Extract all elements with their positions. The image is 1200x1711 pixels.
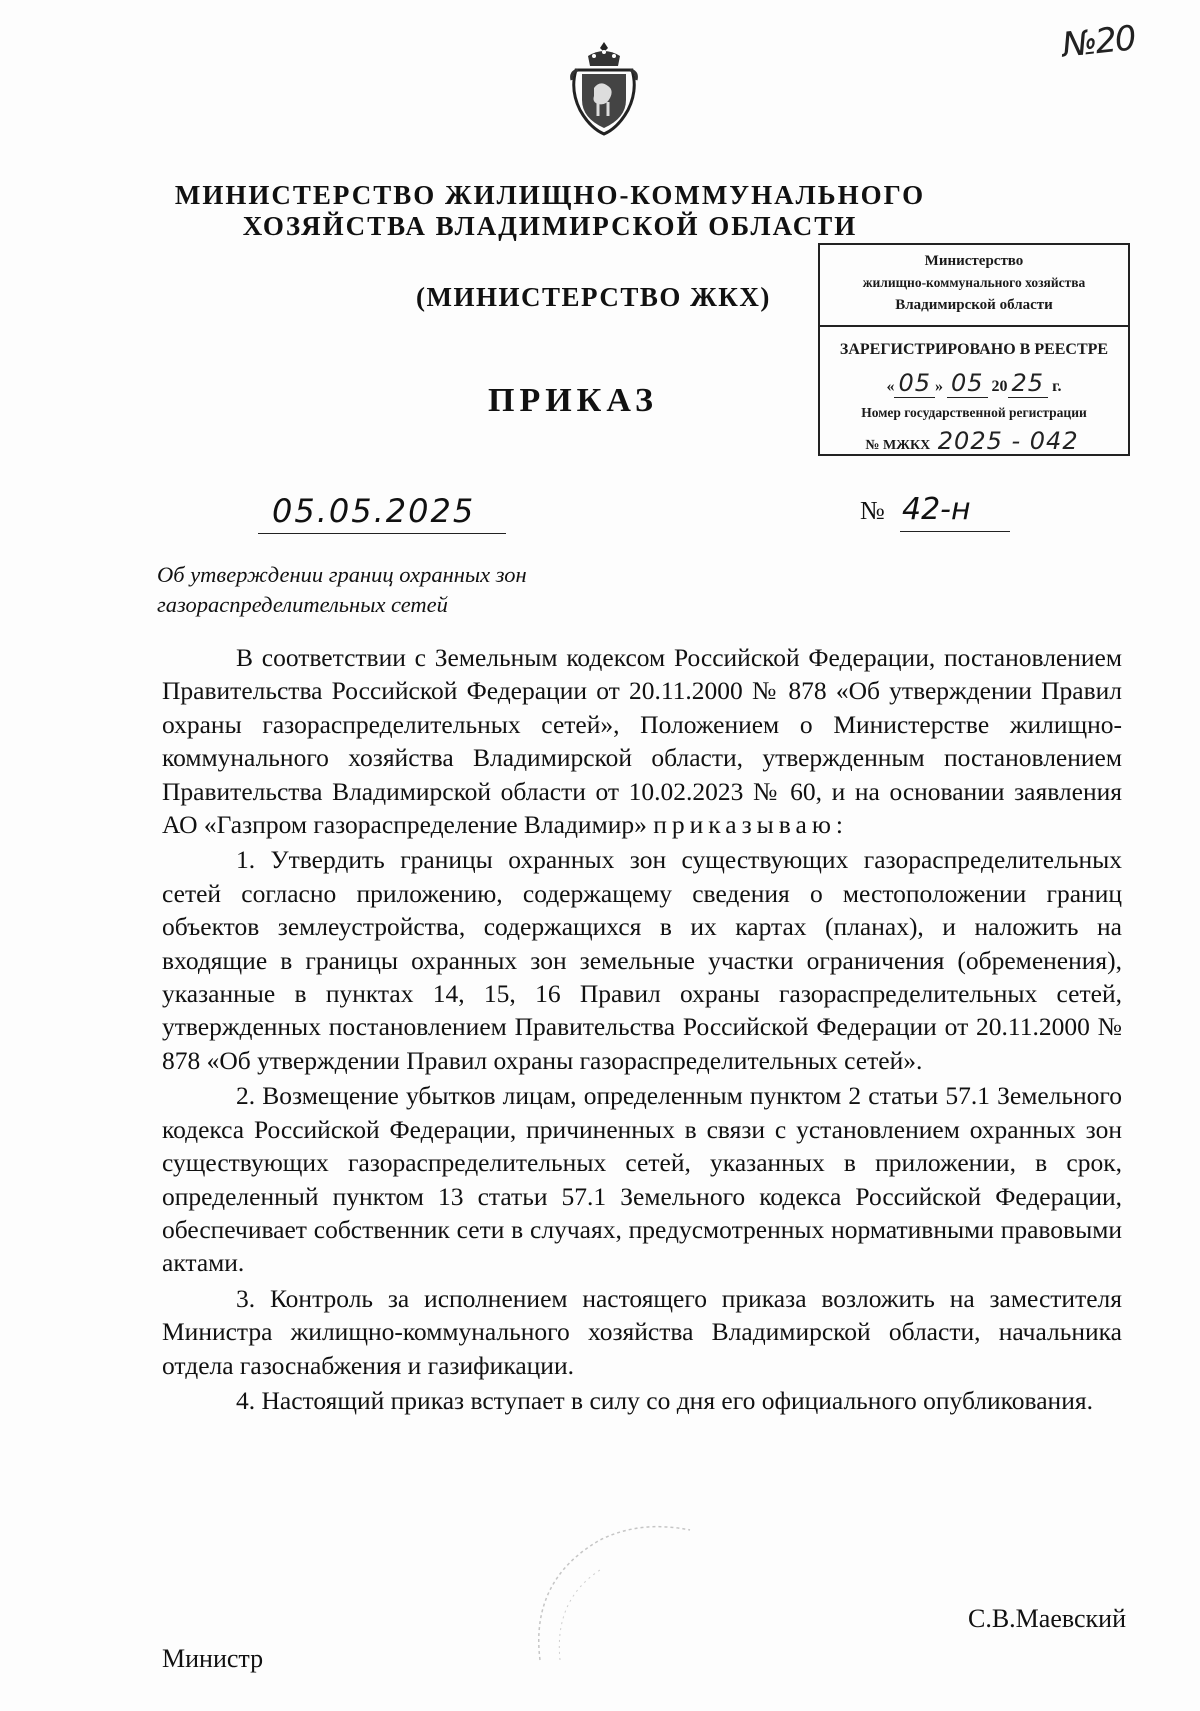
coat-of-arms-icon bbox=[568, 40, 640, 136]
stamp-year-suffix: 25 bbox=[1008, 369, 1049, 398]
stamp-year-prefix: 20 bbox=[991, 378, 1008, 395]
order-word: приказываю: bbox=[653, 810, 848, 840]
registration-stamp bbox=[818, 243, 1130, 456]
order-number-label: № bbox=[860, 496, 885, 525]
ministry-name-line2: ХОЗЯЙСТВА ВЛАДИМИРСКОЙ ОБЛАСТИ bbox=[242, 211, 858, 241]
stamp-divider bbox=[820, 325, 1128, 327]
preamble-paragraph bbox=[162, 641, 1122, 841]
order-body bbox=[162, 641, 1122, 1417]
order-number-underline bbox=[900, 531, 1010, 532]
order-item-2: 2. Возмещение убытков лицам, определенным пунктом 2 статьи 57.1 Земельного кодекса Российской Федерации, причиненных в связи с установлением охранных зон существующих газораспределительных сетей, указанных в приложении, в срок, определенный пунктом 13 статьи 57.1 Земельного кодекса Российской Федерации, обеспечивает собственник сети в случаях, предусмотренных нормативными правовыми актами. bbox=[162, 1081, 1122, 1278]
stamp-date-day: 05 bbox=[894, 369, 935, 398]
order-item-4: 4. Настоящий приказ вступает в силу со дня его официального опубликования. bbox=[236, 1385, 1093, 1415]
order-date: 05.05.2025 bbox=[272, 492, 476, 530]
order-item-1: 1. Утвердить границы охранных зон существующих газораспределительных сетей согласно приложению, содержащему сведения о местоположении границ объектов землеустройства, содержащихся в их картах (планах), и наложить на входящие в границы охранных зон земельные участки ограничения (обременения), указанные в пунктах 14, 15, 16 Правил охраны газораспределительных сетей, утвержденных постановлением Правительства Российской Федерации от 20.11.2000 № 878 «Об утверждении Правил охраны газораспределительных сетей». bbox=[162, 845, 1122, 1075]
signatory-title: Министр bbox=[162, 1644, 264, 1673]
stamp-reg-number bbox=[820, 427, 1128, 455]
stamp-org-line3: Владимирской области bbox=[895, 297, 1053, 313]
stamp-org-line2: жилищно-коммунального хозяйства bbox=[862, 275, 1086, 290]
stamp-reg-label: Номер государственной регистрации bbox=[861, 405, 1087, 420]
stamp-year-unit: г. bbox=[1052, 378, 1062, 395]
ministry-name-line1: МИНИСТЕРСТВО ЖИЛИЩНО-КОММУНАЛЬНОГО bbox=[174, 180, 926, 210]
stamp-reg-value: 2025 - 042 bbox=[934, 427, 1083, 456]
signatory-name: С.В.Маевский bbox=[968, 1604, 1127, 1633]
stamp-registered-label: ЗАРЕГИСТРИРОВАНО В РЕЕСТРЕ bbox=[839, 341, 1109, 358]
ministry-short-name: (МИНИСТЕРСТВО ЖКХ) bbox=[416, 282, 771, 312]
subject-line2: газораспределительных сетей bbox=[157, 592, 448, 617]
stamp-date: « 05 » 05 20 25 г. bbox=[886, 369, 1062, 397]
stamp-date-month: 05 bbox=[947, 369, 988, 398]
stamp-reg-prefix: № МЖКХ bbox=[865, 438, 931, 453]
document-title: ПРИКАЗ bbox=[488, 382, 658, 419]
stamp-org-line1: Министерство bbox=[924, 253, 1024, 269]
preamble-text: В соответствии с Земельным кодексом Российской Федерации, постановлением Правительства Российской Федерации от 20.11.2000 № 878 «Об утверждении Правил охраны газораспределительных сетей», Положением о Министерстве жилищно-коммунального хозяйства Владимирской области, утвержденным постановлением Правительства Владимирской области от 10.02.2023 № 60, и на основании заявления АО «Газпром газораспределение Владимир» bbox=[162, 643, 1122, 840]
subject-line1: Об утверждении границ охранных зон bbox=[157, 562, 527, 587]
handwritten-page-number: №20 bbox=[1060, 18, 1137, 66]
order-number: 42-н bbox=[902, 492, 971, 527]
faint-seal-stamp bbox=[520, 1520, 730, 1670]
order-subject bbox=[157, 560, 527, 620]
order-date-underline bbox=[258, 533, 506, 534]
order-item-3: 3. Контроль за исполнением настоящего приказа возложить на заместителя Министра жилищно-коммунального хозяйства Владимирской области, начальника отдела газоснабжения и газификации. bbox=[162, 1283, 1122, 1380]
